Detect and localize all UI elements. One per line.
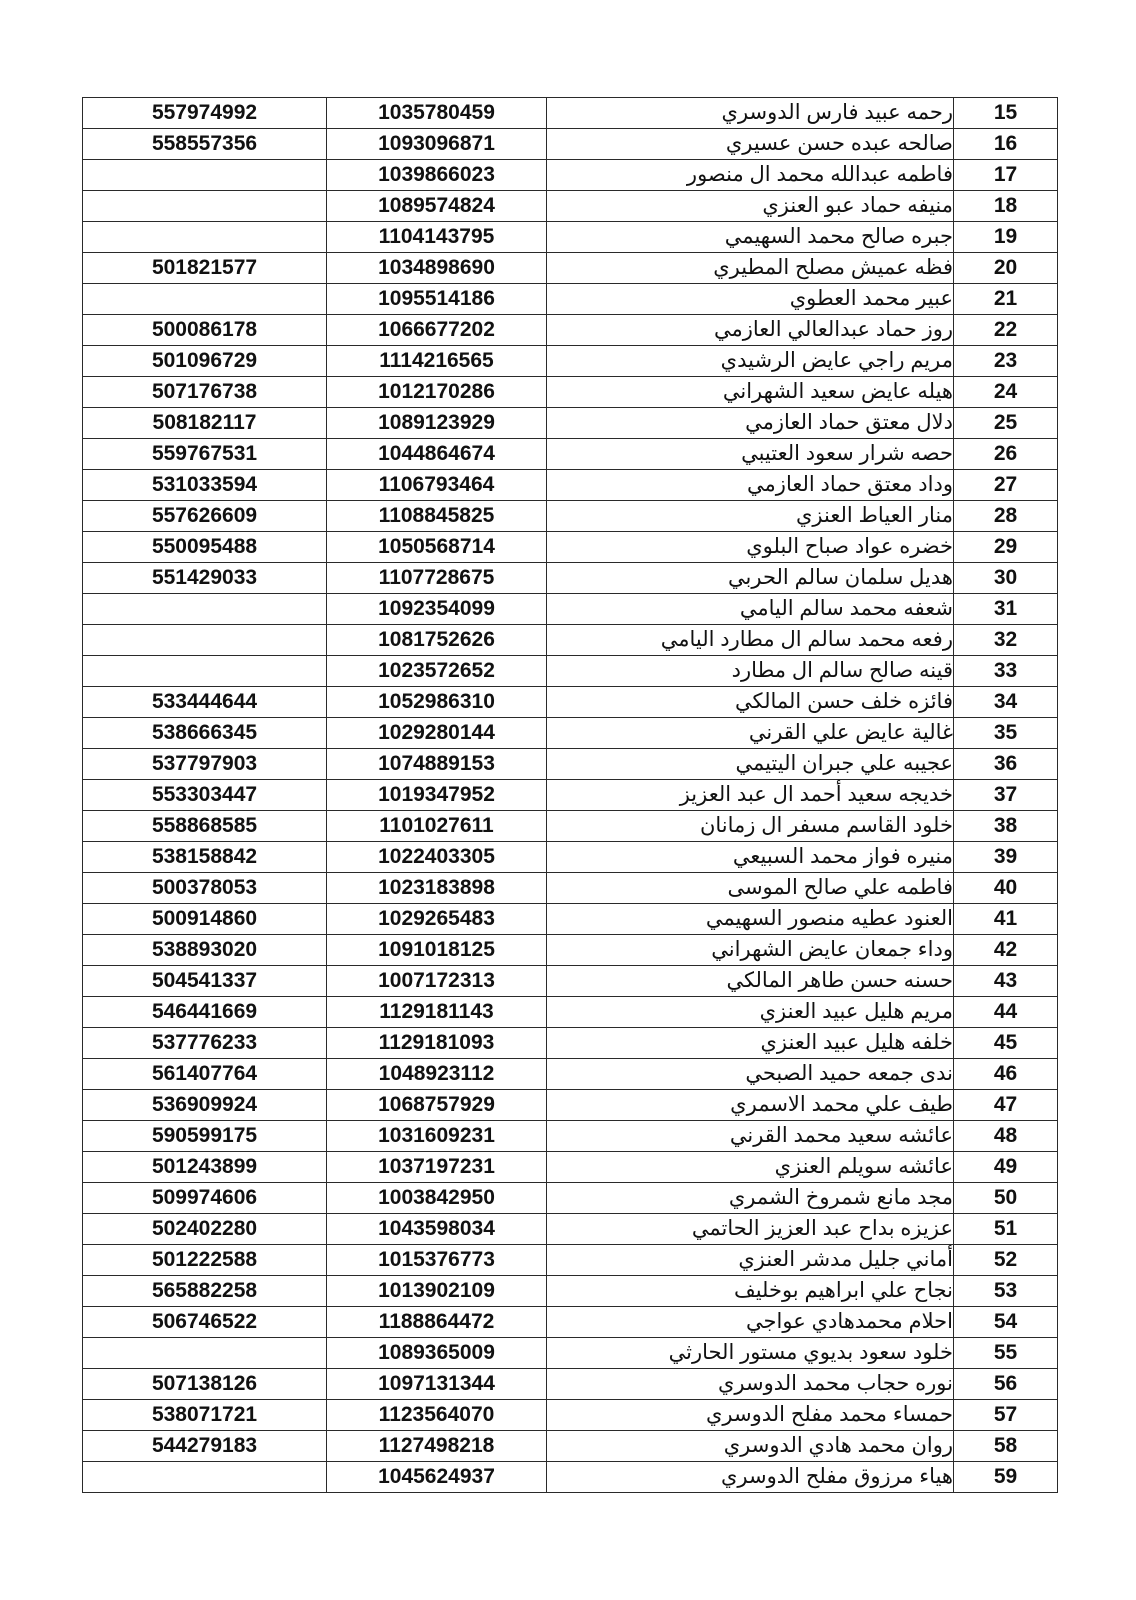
name-cell: فائزه خلف حسن المالكي [547, 687, 954, 718]
table-row [83, 346, 1058, 377]
phone-cell: 500086178 [83, 315, 327, 346]
table-row [83, 1431, 1058, 1462]
phone-cell: 531033594 [83, 470, 327, 501]
phone-cell: 546441669 [83, 997, 327, 1028]
phone-cell: 501243899 [83, 1152, 327, 1183]
phone-cell: 501222588 [83, 1245, 327, 1276]
phone-cell: 553303447 [83, 780, 327, 811]
table-row [83, 1059, 1058, 1090]
name-cell: روز حماد عبدالعالي العازمي [547, 315, 954, 346]
name-cell: فاطمه علي صالح الموسى [547, 873, 954, 904]
phone-cell: 561407764 [83, 1059, 327, 1090]
id-number-cell: 1003842950 [327, 1183, 547, 1214]
row-number-cell: 16 [954, 129, 1058, 160]
phone-cell: 537797903 [83, 749, 327, 780]
name-cell: فظه عميش مصلح المطيري [547, 253, 954, 284]
id-number-cell: 1035780459 [327, 98, 547, 129]
name-cell: عائشه سويلم العنزي [547, 1152, 954, 1183]
id-number-cell: 1108845825 [327, 501, 547, 532]
row-number-cell: 51 [954, 1214, 1058, 1245]
table-row [83, 1338, 1058, 1369]
table-row [83, 253, 1058, 284]
id-number-cell: 1050568714 [327, 532, 547, 563]
name-cell: جبره صالح محمد السهيمي [547, 222, 954, 253]
id-number-cell: 1106793464 [327, 470, 547, 501]
id-number-cell: 1091018125 [327, 935, 547, 966]
phone-cell: 565882258 [83, 1276, 327, 1307]
name-cell: العنود عطيه منصور السهيمي [547, 904, 954, 935]
name-cell: رحمه عبيد فارس الدوسري [547, 98, 954, 129]
id-number-cell: 1052986310 [327, 687, 547, 718]
row-number-cell: 53 [954, 1276, 1058, 1307]
row-number-cell: 37 [954, 780, 1058, 811]
table-row [83, 532, 1058, 563]
name-cell: حمساء محمد مفلح الدوسري [547, 1400, 954, 1431]
table-row [83, 966, 1058, 997]
table-row [83, 1307, 1058, 1338]
id-number-cell: 1104143795 [327, 222, 547, 253]
row-number-cell: 58 [954, 1431, 1058, 1462]
table-row [83, 656, 1058, 687]
table-row [83, 1028, 1058, 1059]
id-number-cell: 1039866023 [327, 160, 547, 191]
id-number-cell: 1093096871 [327, 129, 547, 160]
id-number-cell: 1012170286 [327, 377, 547, 408]
phone-cell: 544279183 [83, 1431, 327, 1462]
table-row [83, 1400, 1058, 1431]
table-row [83, 904, 1058, 935]
name-cell: خديجه سعيد أحمد ال عبد العزيز [547, 780, 954, 811]
table-row [83, 160, 1058, 191]
id-number-cell: 1129181093 [327, 1028, 547, 1059]
row-number-cell: 40 [954, 873, 1058, 904]
phone-cell: 501096729 [83, 346, 327, 377]
id-number-cell: 1043598034 [327, 1214, 547, 1245]
phone-cell: 551429033 [83, 563, 327, 594]
row-number-cell: 15 [954, 98, 1058, 129]
phone-cell: 533444644 [83, 687, 327, 718]
id-number-cell: 1031609231 [327, 1121, 547, 1152]
phone-cell: 507176738 [83, 377, 327, 408]
phone-cell: 500378053 [83, 873, 327, 904]
id-number-cell: 1023572652 [327, 656, 547, 687]
table-row [83, 625, 1058, 656]
id-number-cell: 1007172313 [327, 966, 547, 997]
phone-cell: 508182117 [83, 408, 327, 439]
phone-cell: 557626609 [83, 501, 327, 532]
phone-cell [83, 284, 327, 315]
id-number-cell: 1019347952 [327, 780, 547, 811]
row-number-cell: 20 [954, 253, 1058, 284]
name-cell: خلود القاسم مسفر ال زمانان [547, 811, 954, 842]
phone-cell: 557974992 [83, 98, 327, 129]
table-row [83, 222, 1058, 253]
phone-cell: 509974606 [83, 1183, 327, 1214]
row-number-cell: 30 [954, 563, 1058, 594]
name-cell: رفعه محمد سالم ال مطارد اليامي [547, 625, 954, 656]
row-number-cell: 36 [954, 749, 1058, 780]
phone-cell [83, 1462, 327, 1493]
row-number-cell: 26 [954, 439, 1058, 470]
table-row [83, 687, 1058, 718]
id-number-cell: 1066677202 [327, 315, 547, 346]
table-row [83, 780, 1058, 811]
name-cell: منيفه حماد عبو العنزي [547, 191, 954, 222]
table-row [83, 377, 1058, 408]
id-number-cell: 1188864472 [327, 1307, 547, 1338]
row-number-cell: 59 [954, 1462, 1058, 1493]
table-row [83, 470, 1058, 501]
row-number-cell: 56 [954, 1369, 1058, 1400]
name-cell: أماني جليل مدشر العنزي [547, 1245, 954, 1276]
row-number-cell: 52 [954, 1245, 1058, 1276]
table-row [83, 842, 1058, 873]
phone-cell: 559767531 [83, 439, 327, 470]
table-row [83, 1121, 1058, 1152]
phone-cell: 538071721 [83, 1400, 327, 1431]
id-number-cell: 1029265483 [327, 904, 547, 935]
name-cell: مريم راجي عايض الرشيدي [547, 346, 954, 377]
table-row [83, 191, 1058, 222]
name-cell: شعفه محمد سالم اليامي [547, 594, 954, 625]
id-number-cell: 1037197231 [327, 1152, 547, 1183]
name-cell: قينه صالح سالم ال مطارد [547, 656, 954, 687]
table-row [83, 408, 1058, 439]
id-number-cell: 1034898690 [327, 253, 547, 284]
table-row [83, 1462, 1058, 1493]
table-row [83, 98, 1058, 129]
phone-cell: 538158842 [83, 842, 327, 873]
id-number-cell: 1127498218 [327, 1431, 547, 1462]
row-number-cell: 21 [954, 284, 1058, 315]
name-cell: حصه شرار سعود العتيبي [547, 439, 954, 470]
table-row [83, 439, 1058, 470]
id-number-cell: 1095514186 [327, 284, 547, 315]
id-number-cell: 1097131344 [327, 1369, 547, 1400]
row-number-cell: 49 [954, 1152, 1058, 1183]
table-row [83, 935, 1058, 966]
row-number-cell: 35 [954, 718, 1058, 749]
id-number-cell: 1089574824 [327, 191, 547, 222]
name-cell: وداء جمعان عايض الشهراني [547, 935, 954, 966]
name-cell: طيف علي محمد الاسمري [547, 1090, 954, 1121]
row-number-cell: 41 [954, 904, 1058, 935]
row-number-cell: 18 [954, 191, 1058, 222]
table-row [83, 129, 1058, 160]
name-cell: حسنه حسن طاهر المالكي [547, 966, 954, 997]
phone-cell [83, 191, 327, 222]
row-number-cell: 19 [954, 222, 1058, 253]
name-cell: ندى جمعه حميد الصبحي [547, 1059, 954, 1090]
table-row [83, 284, 1058, 315]
row-number-cell: 28 [954, 501, 1058, 532]
id-number-cell: 1089365009 [327, 1338, 547, 1369]
name-cell: فاطمه عبدالله محمد ال منصور [547, 160, 954, 191]
table-row [83, 1245, 1058, 1276]
row-number-cell: 44 [954, 997, 1058, 1028]
table-row [83, 1152, 1058, 1183]
row-number-cell: 22 [954, 315, 1058, 346]
row-number-cell: 45 [954, 1028, 1058, 1059]
id-number-cell: 1068757929 [327, 1090, 547, 1121]
id-number-cell: 1123564070 [327, 1400, 547, 1431]
phone-cell [83, 222, 327, 253]
table-row [83, 1369, 1058, 1400]
id-number-cell: 1022403305 [327, 842, 547, 873]
phone-cell [83, 656, 327, 687]
id-number-cell: 1015376773 [327, 1245, 547, 1276]
table-row [83, 811, 1058, 842]
row-number-cell: 23 [954, 346, 1058, 377]
name-cell: مريم هليل عبيد العنزي [547, 997, 954, 1028]
row-number-cell: 46 [954, 1059, 1058, 1090]
row-number-cell: 27 [954, 470, 1058, 501]
phone-cell: 558868585 [83, 811, 327, 842]
row-number-cell: 48 [954, 1121, 1058, 1152]
phone-cell: 536909924 [83, 1090, 327, 1121]
name-cell: نجاح علي ابراهيم بوخليف [547, 1276, 954, 1307]
row-number-cell: 24 [954, 377, 1058, 408]
phone-cell: 507138126 [83, 1369, 327, 1400]
id-number-cell: 1107728675 [327, 563, 547, 594]
id-number-cell: 1048923112 [327, 1059, 547, 1090]
id-number-cell: 1114216565 [327, 346, 547, 377]
phone-cell: 500914860 [83, 904, 327, 935]
name-cell: خضره عواد صباح البلوي [547, 532, 954, 563]
row-number-cell: 25 [954, 408, 1058, 439]
name-cell: عجيبه علي جبران اليتيمي [547, 749, 954, 780]
name-cell: مجد مانع شمروخ الشمري [547, 1183, 954, 1214]
id-number-cell: 1023183898 [327, 873, 547, 904]
id-number-cell: 1013902109 [327, 1276, 547, 1307]
name-cell: هديل سلمان سالم الحربي [547, 563, 954, 594]
phone-cell: 501821577 [83, 253, 327, 284]
row-number-cell: 34 [954, 687, 1058, 718]
row-number-cell: 39 [954, 842, 1058, 873]
name-cell: خلود سعود بديوي مستور الحارثي [547, 1338, 954, 1369]
id-number-cell: 1044864674 [327, 439, 547, 470]
table-row [83, 1183, 1058, 1214]
phone-cell: 538893020 [83, 935, 327, 966]
phone-cell [83, 160, 327, 191]
name-cell: عزيزه بداح عبد العزيز الحاتمي [547, 1214, 954, 1245]
row-number-cell: 55 [954, 1338, 1058, 1369]
table-row [83, 873, 1058, 904]
name-cell: منار العياط العنزي [547, 501, 954, 532]
row-number-cell: 17 [954, 160, 1058, 191]
phone-cell: 537776233 [83, 1028, 327, 1059]
phone-cell: 502402280 [83, 1214, 327, 1245]
id-number-cell: 1089123929 [327, 408, 547, 439]
row-number-cell: 29 [954, 532, 1058, 563]
id-number-cell: 1074889153 [327, 749, 547, 780]
row-number-cell: 43 [954, 966, 1058, 997]
table-row [83, 594, 1058, 625]
id-number-cell: 1029280144 [327, 718, 547, 749]
table-row [83, 563, 1058, 594]
name-cell: صالحه عبده حسن عسيري [547, 129, 954, 160]
table-row [83, 1090, 1058, 1121]
id-number-cell: 1101027611 [327, 811, 547, 842]
name-cell: نوره حجاب محمد الدوسري [547, 1369, 954, 1400]
row-number-cell: 31 [954, 594, 1058, 625]
table-row [83, 997, 1058, 1028]
row-number-cell: 50 [954, 1183, 1058, 1214]
table-row [83, 1214, 1058, 1245]
name-cell: هيله عايض سعيد الشهراني [547, 377, 954, 408]
phone-cell [83, 625, 327, 656]
row-number-cell: 33 [954, 656, 1058, 687]
name-cell: احلام محمدهادي عواجي [547, 1307, 954, 1338]
id-number-cell: 1081752626 [327, 625, 547, 656]
name-cell: عائشه سعيد محمد القرني [547, 1121, 954, 1152]
table-row [83, 1276, 1058, 1307]
name-cell: خلفه هليل عبيد العنزي [547, 1028, 954, 1059]
members-table [82, 97, 1058, 1493]
phone-cell: 558557356 [83, 129, 327, 160]
row-number-cell: 57 [954, 1400, 1058, 1431]
table-row [83, 315, 1058, 346]
row-number-cell: 32 [954, 625, 1058, 656]
phone-cell: 538666345 [83, 718, 327, 749]
row-number-cell: 54 [954, 1307, 1058, 1338]
phone-cell: 550095488 [83, 532, 327, 563]
id-number-cell: 1092354099 [327, 594, 547, 625]
row-number-cell: 47 [954, 1090, 1058, 1121]
phone-cell: 504541337 [83, 966, 327, 997]
name-cell: هياء مرزوق مفلح الدوسري [547, 1462, 954, 1493]
phone-cell [83, 594, 327, 625]
name-cell: دلال معتق حماد العازمي [547, 408, 954, 439]
table-row [83, 749, 1058, 780]
row-number-cell: 42 [954, 935, 1058, 966]
id-number-cell: 1129181143 [327, 997, 547, 1028]
name-cell: غالية عايض علي القرني [547, 718, 954, 749]
table-row [83, 718, 1058, 749]
table-body [83, 98, 1058, 1493]
name-cell: منيره فواز محمد السبيعي [547, 842, 954, 873]
row-number-cell: 38 [954, 811, 1058, 842]
phone-cell: 590599175 [83, 1121, 327, 1152]
name-cell: روان محمد هادي الدوسري [547, 1431, 954, 1462]
phone-cell: 506746522 [83, 1307, 327, 1338]
table-row [83, 501, 1058, 532]
name-cell: وداد معتق حماد العازمي [547, 470, 954, 501]
phone-cell [83, 1338, 327, 1369]
name-cell: عبير محمد العطوي [547, 284, 954, 315]
id-number-cell: 1045624937 [327, 1462, 547, 1493]
